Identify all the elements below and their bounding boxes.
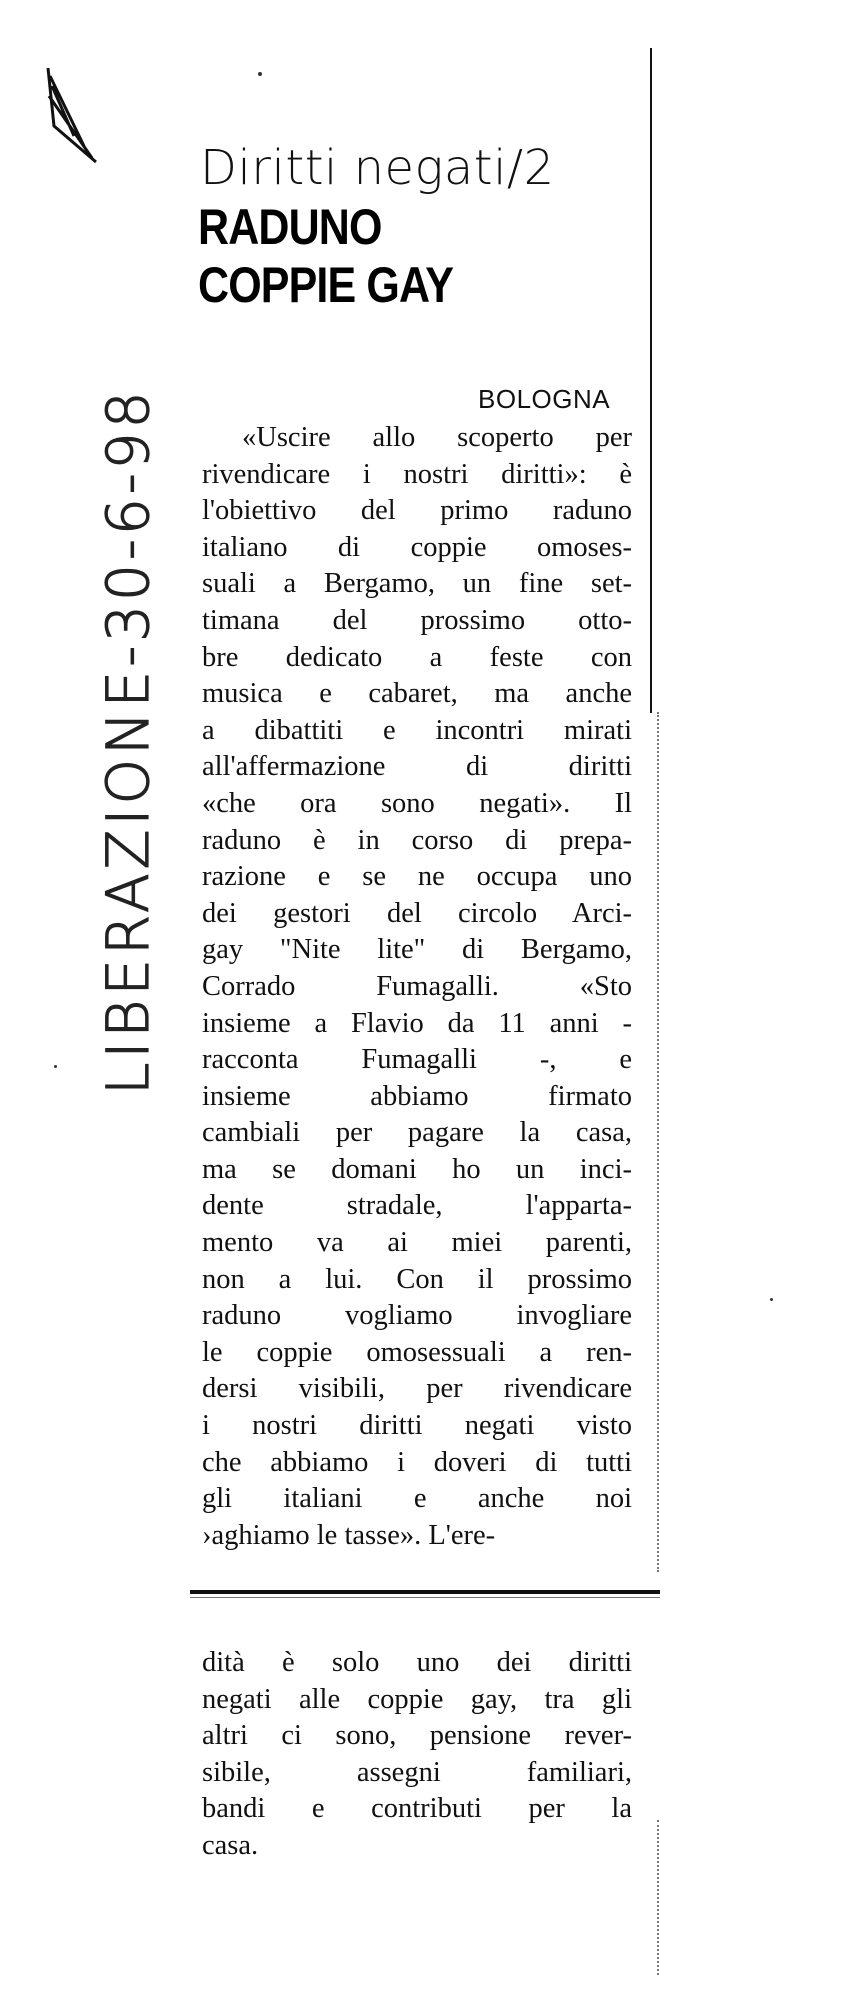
article-text-line: negati alle coppie gay, tra gli — [202, 1683, 632, 1715]
headline-line-1: RADUNO — [198, 199, 382, 255]
article-text-line: cambiali per pagare la casa, — [202, 1117, 632, 1149]
article-text-line: ›aghiamo le tasse». L'ere- — [202, 1519, 496, 1551]
article-text-line: insieme abbiamo firmato — [202, 1080, 632, 1112]
article-text-line: ma se domani ho un inci- — [202, 1153, 632, 1185]
article-text-line: «Uscire allo scoperto per — [242, 422, 632, 453]
column-rule-dotted-lower — [657, 1820, 659, 1975]
article-body-column-2 — [202, 1645, 632, 1865]
article-text-line: racconta Fumagalli -, e — [202, 1044, 632, 1076]
article-text-line: bandi e contributi per la — [202, 1793, 632, 1825]
article-text-line: all'affermazione di diritti — [202, 751, 632, 783]
article-text-line: timana del prossimo otto- — [202, 604, 632, 636]
handwritten-source-note — [70, 215, 190, 1115]
article-text-line: casa. — [202, 1829, 259, 1861]
article-text-line: i nostri diritti negati visto — [202, 1410, 632, 1442]
article-text-line: dità è solo uno dei diritti — [202, 1647, 632, 1678]
article-text-line: dei gestori del circolo Arci- — [202, 897, 632, 929]
article-text-line: gay "Nite lite" di Bergamo, — [202, 934, 632, 966]
article-text-line: italiano di coppie omoses- — [202, 531, 632, 563]
section-divider-thin — [190, 1597, 660, 1598]
article-text-line: «che ora sono negati». Il — [202, 787, 632, 819]
article-text-line: suali a Bergamo, un fine set- — [202, 568, 632, 600]
article-text-line: mento va ai miei parenti, — [202, 1227, 632, 1259]
article-body-column-1 — [202, 420, 632, 1554]
column-rule-top — [650, 48, 652, 713]
article-text-line: bre dedicato a feste con — [202, 641, 632, 673]
column-rule-dotted — [657, 712, 659, 1572]
pen-scribble-icon — [44, 66, 104, 166]
article-text-line: gli italiani e anche noi — [202, 1483, 632, 1515]
print-speck — [54, 1065, 57, 1068]
print-speck — [770, 1298, 773, 1301]
article-text-line: musica e cabaret, ma anche — [202, 678, 632, 710]
section-divider — [190, 1590, 660, 1594]
handwritten-note-text: LIBERAZIONE-30-6-98 — [94, 387, 162, 1095]
article-text-line: che abbiamo i doveri di tutti — [202, 1446, 632, 1478]
article-text-line: altri ci sono, pensione rever- — [202, 1720, 632, 1752]
article-kicker: Diritti negati/2 — [200, 140, 555, 196]
article-text-line: a dibattiti e incontri mirati — [202, 714, 632, 746]
article-text-line: razione e se ne occupa uno — [202, 861, 632, 893]
article-headline — [198, 198, 453, 314]
article-text-line: non a lui. Con il prossimo — [202, 1263, 632, 1295]
article-text-line: sibile, assegni familiari, — [202, 1756, 632, 1788]
article-text-line: rivendicare i nostri diritti»: è — [202, 458, 632, 490]
article-text-line: le coppie omosessuali a ren- — [202, 1336, 632, 1368]
article-text-line: dente stradale, l'apparta- — [202, 1190, 632, 1222]
print-speck — [258, 72, 262, 76]
article-text-line: dersi visibili, per rivendicare — [202, 1373, 632, 1405]
article-text-line: l'obiettivo del primo raduno — [202, 495, 632, 527]
article-text-line: Corrado Fumagalli. «Sto — [202, 970, 632, 1002]
article-text-line: raduno vogliamo invogliare — [202, 1300, 632, 1332]
headline-line-2: COPPIE GAY — [198, 257, 454, 313]
article-dateline: BOLOGNA — [478, 384, 611, 414]
article-text-line: insieme a Flavio da 11 anni - — [202, 1007, 632, 1039]
article-text-line: raduno è in corso di prepa- — [202, 824, 632, 856]
